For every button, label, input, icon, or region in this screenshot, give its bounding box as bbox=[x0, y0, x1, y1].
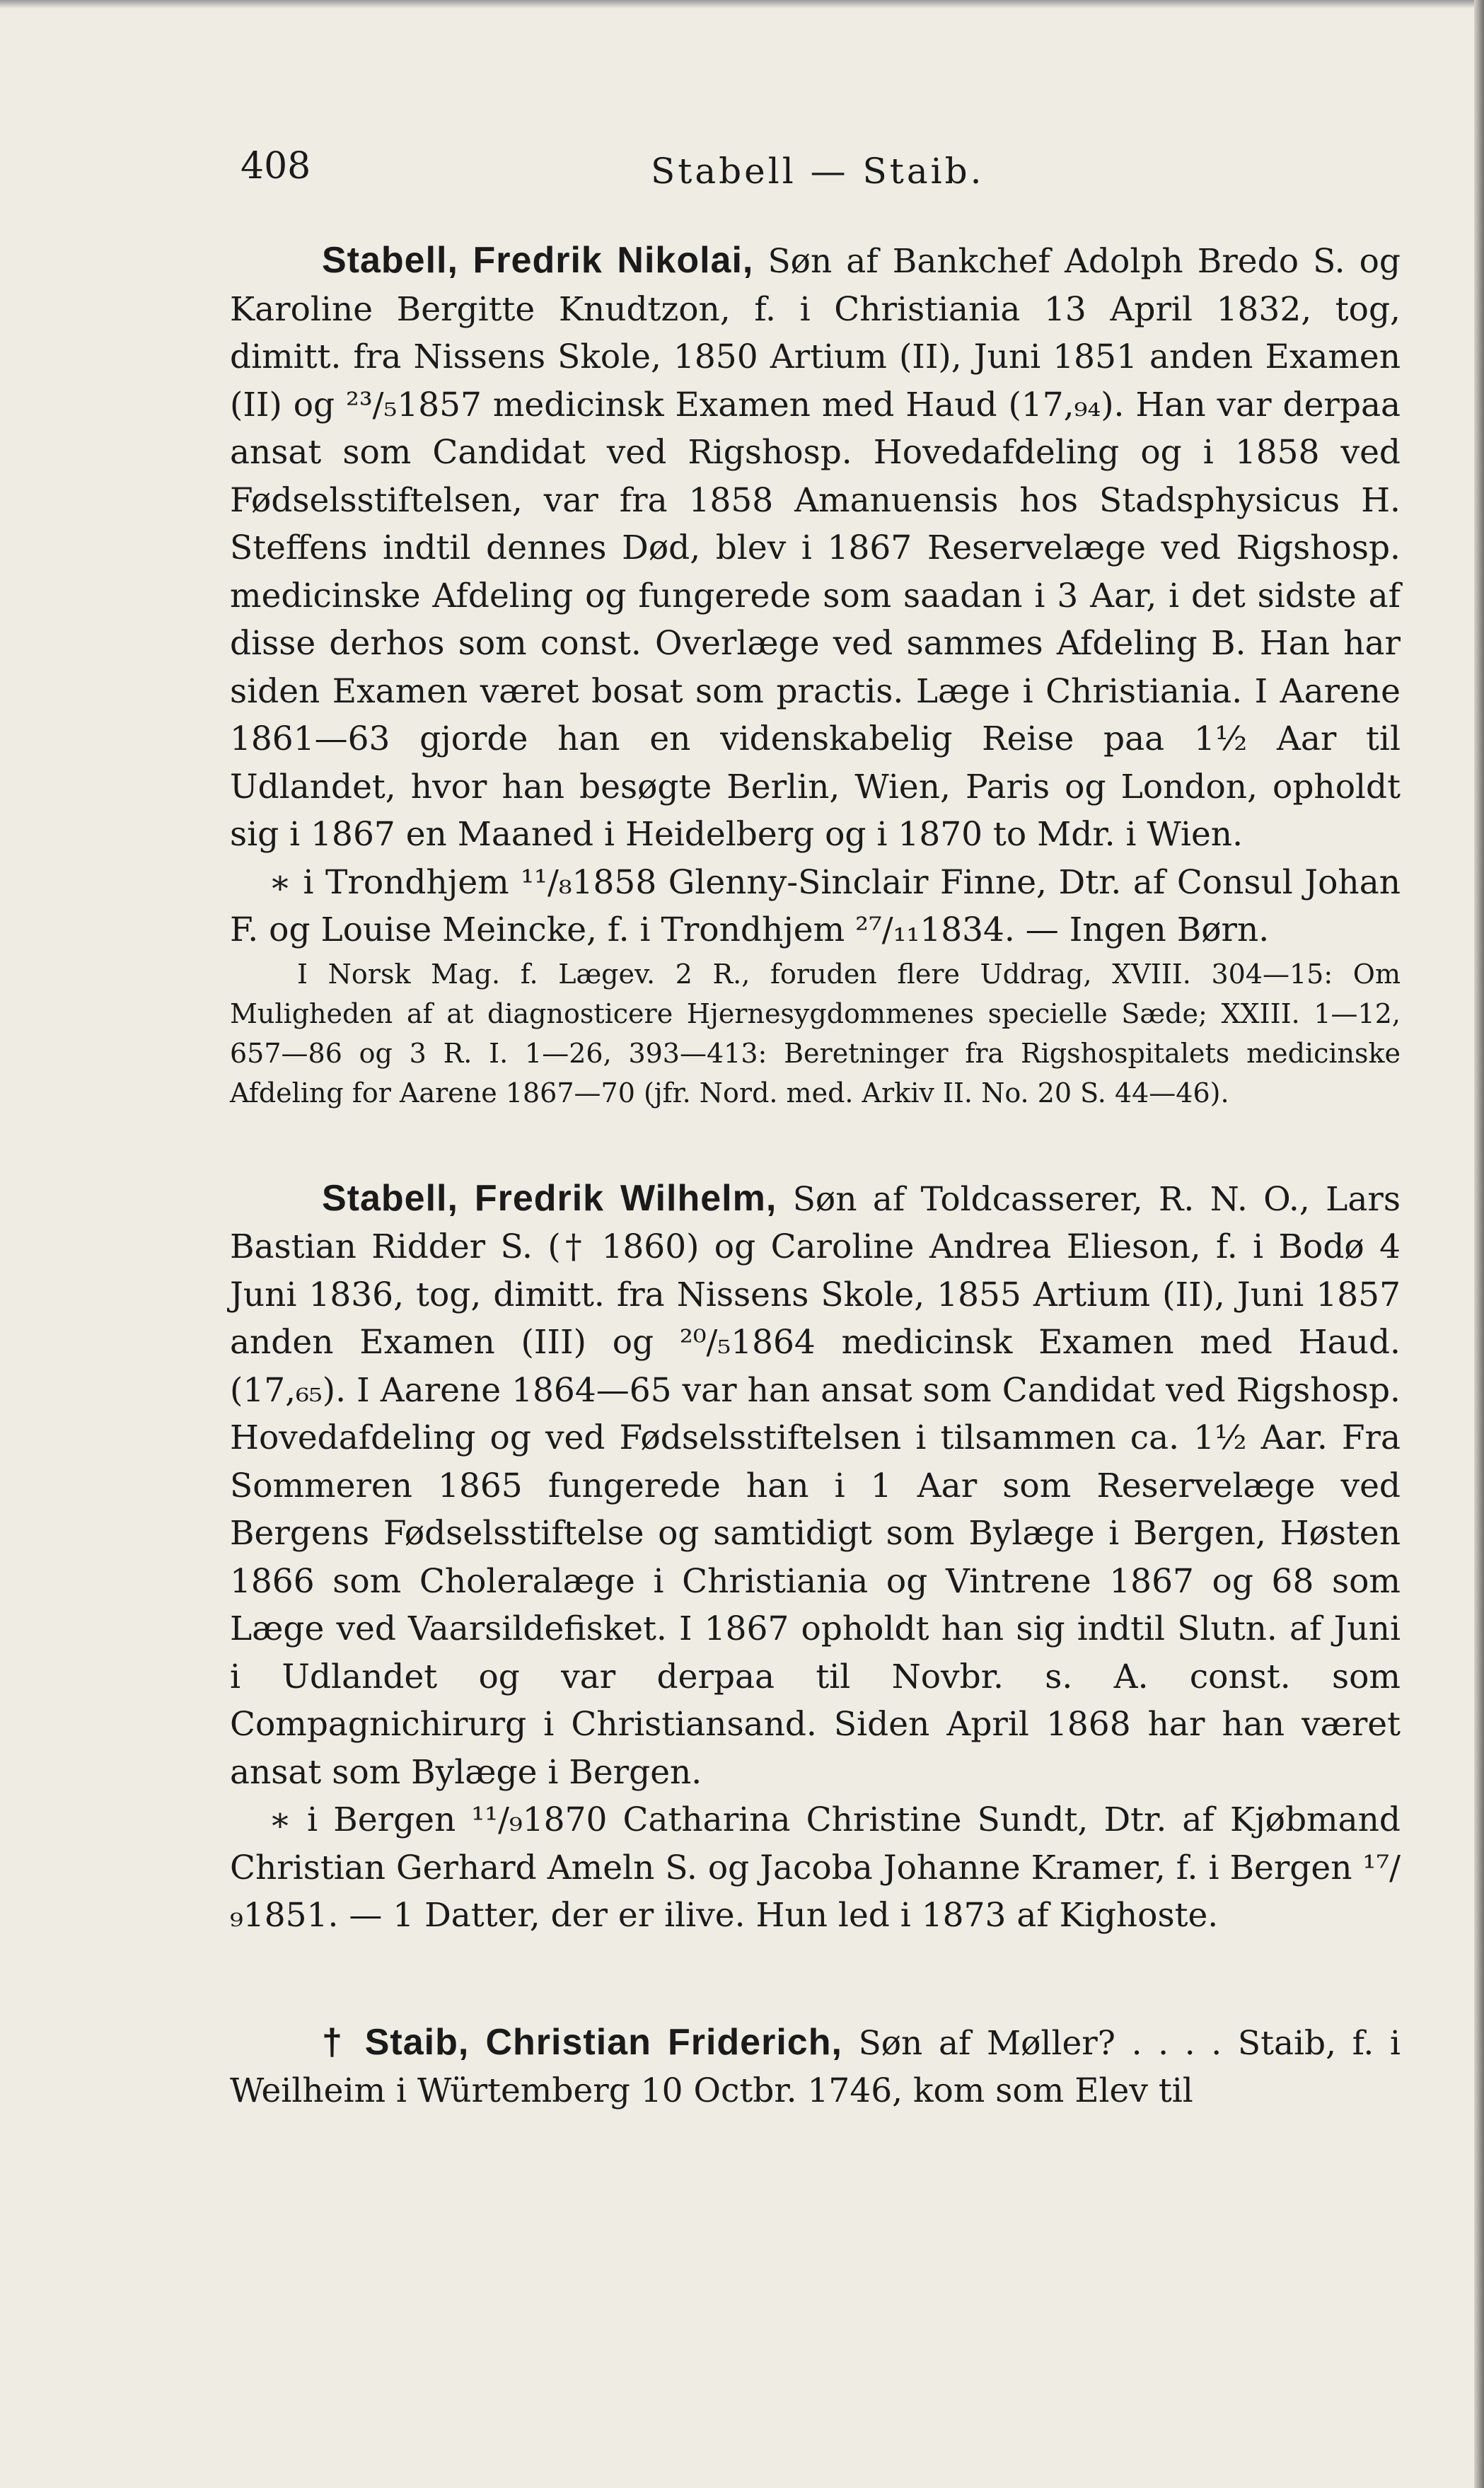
page-header bbox=[240, 145, 1385, 209]
marriage-paragraph: ∗ i Trondhjem ¹¹/₈1858 Glenny-Sinclair Finne, Dtr. af Consul Johan F. og Louise Meincke, f. i Trondhjem ²⁷/₁₁1834. — Ingen Børn. bbox=[230, 862, 1401, 949]
entry-stabell-fredrik-wilhelm bbox=[230, 1175, 1401, 1940]
entry-stabell-fredrik-nikolai bbox=[230, 237, 1401, 1113]
biography-text: Søn af Toldcasserer, R. N. O., Lars Bastian Ridder S. († 1860) og Caroline Andrea Elieson, f. i Bodø 4 Juni 1836, tog, dimitt. fra Nissens Skole, 1855 Artium (II), Juni 1857 anden Examen (III) og ²⁰/₅1864 medicinsk Examen med Haud. (17,₆₅). I Aarene 1864—65 var han ansat som Candidat ved Rigshosp. Hovedafdeling og ved Fødselsstiftelsen i tilsammen ca. 1½ Aar. Fra Sommeren 1865 fungerede han i 1 Aar som Reservelæge ved Bergens Fødselsstiftelse og samtidigt som Bylæge i Bergen, Høsten 1866 som Choleralæge i Christiania og Vintrene 1867 og 68 som Læge ved Vaarsildefisket. I 1867 opholdt han sig indtil Slutn. af Juni i Udlandet og var derpaa til Novbr. s. A. const. som Compagnichirurg i Christiansand. Siden April 1868 har han været ansat som Bylæge i Bergen. bbox=[230, 1179, 1401, 1792]
page-top-edge bbox=[0, 0, 1484, 8]
page-right-edge bbox=[1474, 0, 1484, 2488]
marriage-paragraph: ∗ i Bergen ¹¹/₉1870 Catharina Christine Sundt, Dtr. af Kjøbmand Christian Gerhard Ameln S. og Jacoba Johanne Kramer, f. i Bergen ¹⁷/₉1851. — 1 Datter, der er ilive. Hun led i 1873 af Kighoste. bbox=[230, 1800, 1401, 1935]
biography-paragraph bbox=[230, 1175, 1401, 1797]
entry-name: Stabell, Fredrik Wilhelm, bbox=[322, 1177, 777, 1219]
biography-text: Søn af Møller? . . . . Staib, f. i Weilheim i Würtemberg 10 Octbr. 1746, kom som Elev til bbox=[230, 2023, 1401, 2110]
references-paragraph: I Norsk Mag. f. Lægev. 2 R., foruden flere Uddrag, XVIII. 304—15: Om Muligheden af at diagnosticere Hjernesygdommenes specielle Sæde; XXIII. 1—12, 657—86 og 3 R. I. 1—26, 393—413: Beretninger fra Rigshospitalets medicinske Afdeling for Aarene 1867—70 (jfr. Nord. med. Arkiv II. No. 20 S. 44—46). bbox=[230, 958, 1401, 1109]
entry-staib-christian-friderich bbox=[230, 2019, 1401, 2115]
biography-text: Søn af Bankchef Adolph Bredo S. og Karoline Bergitte Knudtzon, f. i Christiania 13 April 1832, tog, dimitt. fra Nissens Skole, 1850 Artium (II), Juni 1851 anden Examen (II) og ²³/₅1857 medicinsk Examen med Haud (17,₉₄). Han var derpaa ansat som Candidat ved Rigshosp. Hovedafdeling og i 1858 ved Fødselsstiftelsen, var fra 1858 Amanuensis hos Stadsphysicus H. Steffens indtil dennes Død, blev i 1867 Reservelæge ved Rigshosp. medicinske Afdeling og fungerede som saadan i 3 Aar, i det sidste af disse derhos som const. Overlæge ved sammes Afdeling B. Han har siden Examen været bosat som practis. Læge i Christiania. I Aarene 1861—63 gjorde han en videnskabelig Reise paa 1½ Aar til Udlandet, hvor han besøgte Berlin, Wien, Paris og London, opholdt sig i 1867 en Maaned i Heidelberg og i 1870 to Mdr. i Wien. bbox=[230, 242, 1401, 854]
entry-name: † Staib, Christian Friderich, bbox=[322, 2021, 842, 2063]
entry-name: Stabell, Fredrik Nikolai, bbox=[322, 240, 754, 281]
running-head: Stabell — Staib. bbox=[651, 151, 985, 192]
page-number: 408 bbox=[240, 145, 311, 187]
biography-paragraph bbox=[230, 237, 1401, 859]
page-body bbox=[230, 237, 1401, 2115]
biography-paragraph bbox=[230, 2019, 1401, 2115]
